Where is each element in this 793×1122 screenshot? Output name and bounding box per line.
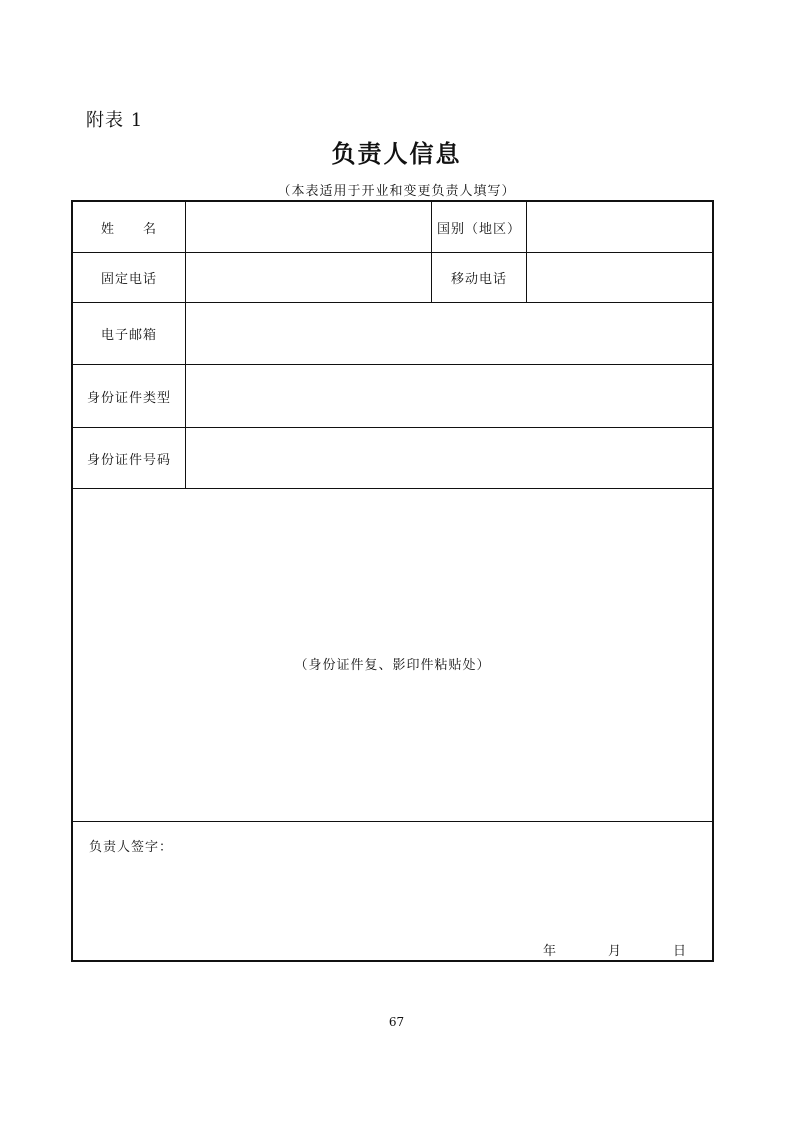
- landline-label: 固定电话: [100, 272, 157, 287]
- name-label-part2: 名: [143, 221, 158, 237]
- date-year-label: 年: [542, 944, 556, 959]
- landline-field[interactable]: [186, 253, 431, 302]
- nationality-field[interactable]: [527, 202, 712, 252]
- appendix-label: 附表 1: [86, 110, 144, 131]
- id-type-field[interactable]: [186, 365, 712, 427]
- id-number-field[interactable]: [186, 428, 712, 488]
- date-month-label: 月: [607, 944, 621, 959]
- page-number: 67: [388, 1015, 405, 1029]
- page-subtitle: （本表适用于开业和变更负责人填写）: [277, 184, 516, 199]
- mobile-label: 移动电话: [450, 272, 507, 287]
- signature-label: 负责人签字：: [89, 840, 174, 855]
- nationality-label: 国别（地区）: [436, 221, 521, 237]
- mobile-field[interactable]: [527, 253, 712, 302]
- signature-date: [543, 940, 686, 959]
- email-field[interactable]: [186, 303, 712, 364]
- email-label: 电子邮箱: [100, 328, 157, 343]
- name-label-part1: 姓: [100, 221, 115, 237]
- responsible-person-form: [71, 200, 714, 962]
- name-label: [73, 202, 185, 252]
- name-field[interactable]: [186, 202, 431, 252]
- id-number-label: 身份证件号码: [86, 452, 171, 468]
- id-copy-note: （身份证件复、影印件粘贴处）: [294, 658, 491, 673]
- id-type-label: 身份证件类型: [86, 390, 171, 406]
- date-day-label: 日: [672, 944, 686, 959]
- page-title: 负责人信息: [331, 140, 462, 168]
